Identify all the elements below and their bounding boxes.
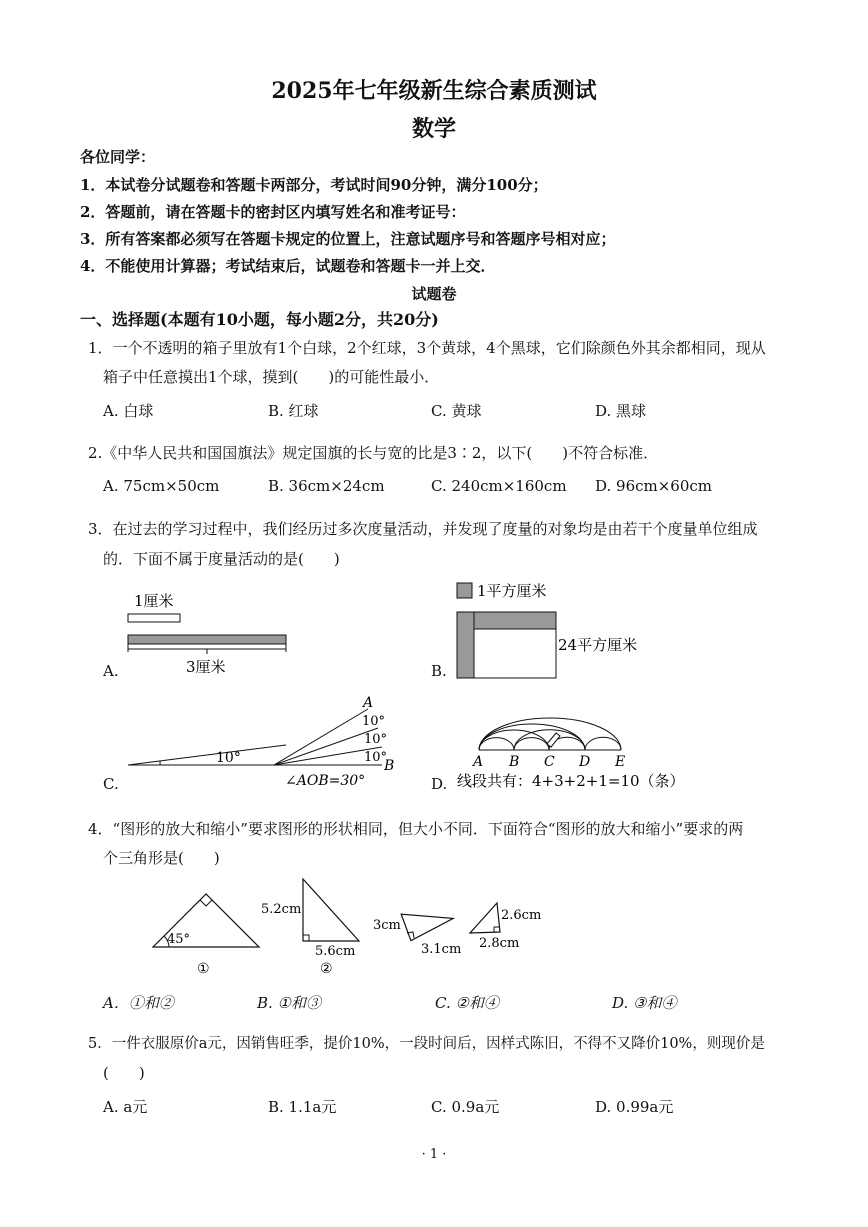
question-3-line1: 3．在过去的学习过程中，我们经历过多次度量活动，并发现了度量的对象均是由若干个度量单位组成: [88, 520, 758, 538]
q1-option-d[interactable]: D. 黑球: [595, 402, 647, 420]
total-area-label: 24平方厘米: [558, 636, 638, 654]
subject-title: 数学: [411, 116, 456, 142]
notice-item: 4．不能使用计算器；考试结束后，试题卷和答题卡一并上交．: [80, 257, 496, 275]
triangle-3-base: 3.1cm: [421, 942, 462, 957]
question-5-line1: 5．一件衣服原价a元，因销售旺季，提价10%，一段时间后，因样式陈旧，不得不又降价10%，则现价是: [88, 1036, 765, 1052]
point-label: C: [544, 754, 555, 770]
q1-option-c[interactable]: C. 黄球: [431, 402, 482, 420]
triangle-4-base: 2.8cm: [479, 936, 520, 951]
q5-option-c[interactable]: C. 0.9a元: [431, 1098, 500, 1116]
q3-figure-b: [450, 578, 650, 682]
q3-figure-a: [120, 588, 300, 680]
angle-10-label: 10°: [216, 750, 241, 766]
q5-option-b[interactable]: B. 1.1a元: [268, 1098, 337, 1116]
q3-option-b-label[interactable]: B.: [431, 662, 447, 680]
paper-label: 试题卷: [411, 285, 457, 303]
triangle-2-base: 5.6cm: [315, 944, 356, 959]
unit-length-label: 1厘米: [134, 592, 174, 610]
q1-option-a[interactable]: A. 白球: [103, 402, 154, 420]
triangle-4-side: 2.6cm: [501, 908, 542, 923]
q3-option-d-label[interactable]: D.: [431, 775, 448, 793]
question-4-line1: 4．“图形的放大和缩小”要求图形的形状相同，但大小不同．下面符合“图形的放大和缩小”要求的两: [88, 820, 744, 838]
point-labels: [471, 754, 625, 770]
triangle-2-label: ②: [320, 961, 333, 977]
exam-title: 2025年七年级新生综合素质测试: [271, 78, 597, 104]
point-b-label: B: [384, 758, 395, 774]
point-label: E: [615, 754, 626, 770]
q2-option-b[interactable]: B. 36cm×24cm: [268, 477, 385, 495]
angle-label: 10°: [364, 732, 388, 747]
q2-option-a[interactable]: A. 75cm×50cm: [103, 477, 220, 495]
q4-option-b[interactable]: B. ①和③: [257, 994, 322, 1012]
total-length-label: 3厘米: [186, 658, 226, 676]
notice-item: 2．答题前，请在答题卡的密封区内填写姓名和准考证号：: [80, 203, 466, 221]
point-label: B: [509, 754, 520, 770]
question-1-line2: 箱子中任意摸出1个球，摸到( )的可能性最小．: [103, 368, 440, 386]
notice-greeting: 各位同学：: [80, 148, 156, 166]
point-label: D: [579, 754, 591, 770]
question-5-line2: ( ): [103, 1064, 145, 1082]
unit-area-label: 1平方厘米: [477, 582, 547, 600]
point-a-label: A: [363, 695, 374, 711]
q3-figure-d: [455, 710, 715, 798]
q1-option-b[interactable]: B. 红球: [268, 402, 319, 420]
q3-option-c-label[interactable]: C.: [103, 775, 119, 793]
triangle-3-side: 3cm: [373, 918, 401, 933]
section-heading: 一、选择题(本题有10小题，每小题2分，共20分): [80, 310, 439, 329]
triangle-2-side: 5.2cm: [261, 902, 302, 917]
q5-option-a[interactable]: A. a元: [103, 1098, 148, 1116]
q4-option-d[interactable]: D. ③和④: [612, 994, 677, 1012]
segment-count-caption: 线段共有：4+3+2+1=10（条）: [457, 772, 685, 790]
page-number: · 1 ·: [421, 1147, 447, 1162]
question-1-line1: 1．一个不透明的箱子里放有1个白球，2个红球，3个黄球，4个黑球，它们除颜色外其余都相同，现从: [88, 339, 766, 357]
triangle-1-angle: 45°: [167, 932, 191, 947]
q3-option-a-label[interactable]: A.: [103, 662, 119, 680]
q5-option-d[interactable]: D. 0.99a元: [595, 1098, 674, 1116]
question-3-line2: 的．下面不属于度量活动的是( ): [103, 550, 340, 568]
angle-label: 10°: [362, 714, 386, 729]
q2-option-c[interactable]: C. 240cm×160cm: [431, 477, 567, 495]
angle-aob-caption: ∠AOB=30°: [285, 773, 366, 789]
q2-option-d[interactable]: D. 96cm×60cm: [595, 477, 713, 495]
q4-option-a[interactable]: A．①和②: [103, 994, 174, 1012]
q3-figure-c: [120, 695, 410, 795]
question-2-line1: 2.《中华人民共和国国旗法》规定国旗的长与宽的比是3∶2，以下( )不符合标准．: [88, 444, 659, 462]
q4-option-c[interactable]: C. ②和④: [435, 994, 499, 1012]
q4-triangles-figure: [145, 875, 565, 980]
angle-label: 10°: [364, 750, 388, 765]
notice-item: 3．所有答案都必须写在答题卡规定的位置上，注意试题序号和答题序号相对应；: [80, 230, 616, 248]
point-label: A: [473, 754, 484, 770]
question-4-line2: 个三角形是( ): [103, 849, 220, 867]
notice-item: 1．本试卷分试题卷和答题卡两部分，考试时间90分钟，满分100分；: [80, 176, 548, 194]
triangle-1-label: ①: [197, 961, 210, 977]
